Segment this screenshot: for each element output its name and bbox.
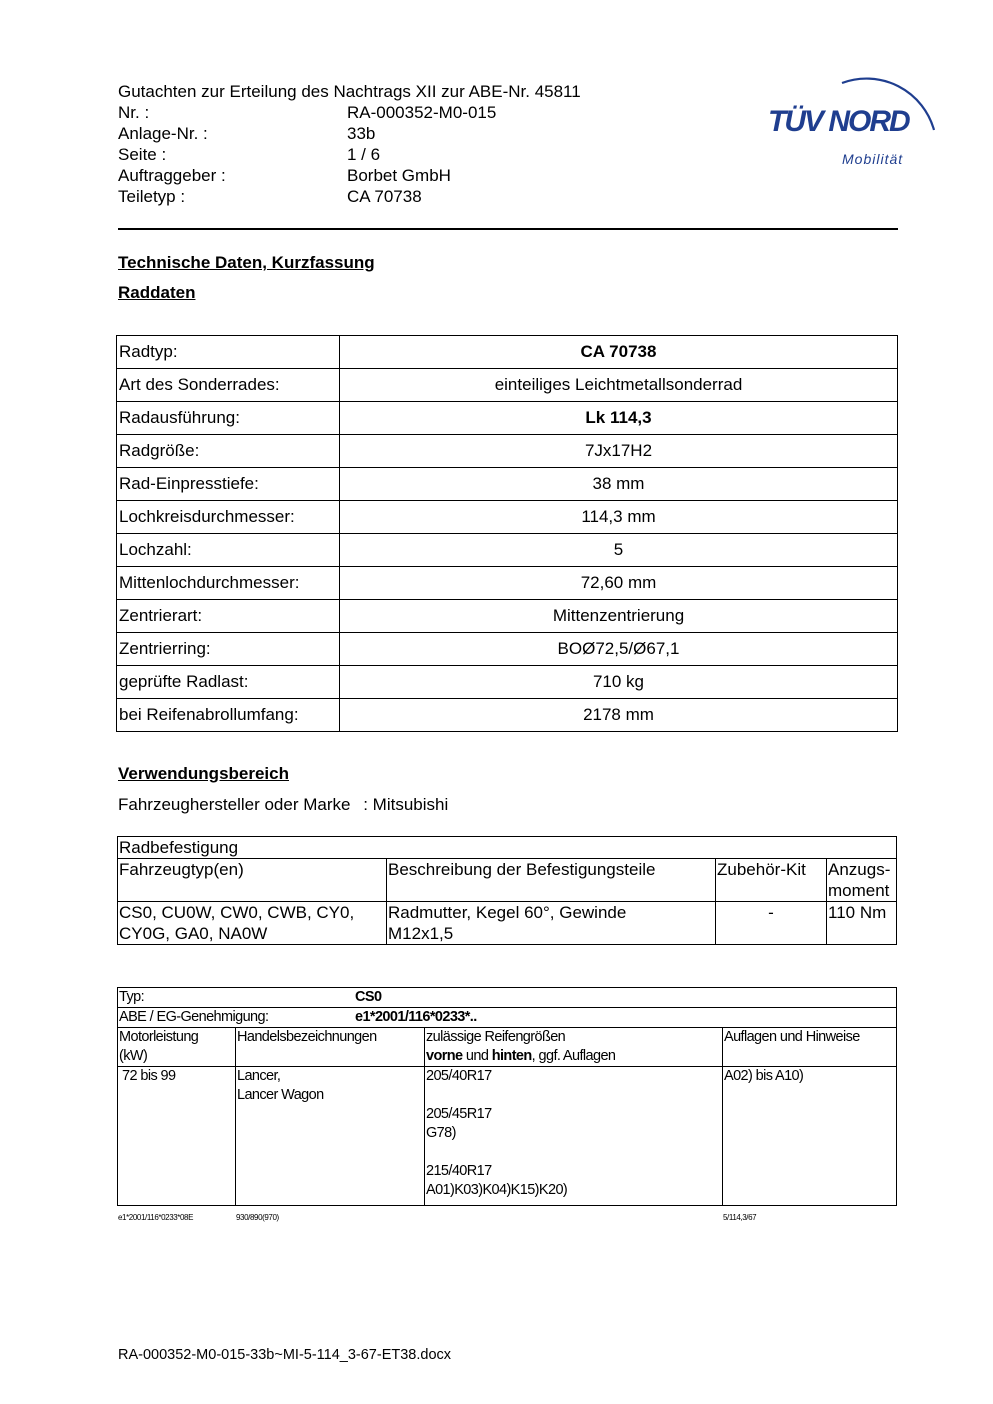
cell-line: A01)K03)K04)K15)K20)	[426, 1182, 568, 1198]
column-header: Zubehör-Kit	[716, 859, 827, 902]
cell-line: 205/45R17	[426, 1106, 492, 1122]
header-label: Nr. :	[118, 103, 150, 122]
column-header-names: Handelsbezeichnungen	[236, 1028, 425, 1067]
logo-subtitle: Mobilität	[842, 151, 904, 167]
column-header-power	[118, 1028, 236, 1067]
header-divider	[118, 228, 898, 230]
row-value: CA 70738	[340, 336, 898, 369]
table-row	[117, 600, 898, 633]
row-label: bei Reifenabrollumfang:	[117, 699, 340, 732]
cell-line: CS0, CU0W, CW0, CWB, CY0,	[119, 903, 355, 922]
header-label: Auftraggeber :	[118, 166, 226, 185]
header-line: Motorleistung	[119, 1029, 199, 1045]
row-value: 7Jx17H2	[340, 435, 898, 468]
header-line: (kW)	[119, 1048, 148, 1064]
row-label: Radtyp:	[117, 336, 340, 369]
header-text: und	[462, 1048, 492, 1064]
table-row	[117, 699, 898, 732]
cell-line	[426, 1143, 721, 1162]
footnote-bolt: 5/114,3/67	[723, 1213, 757, 1222]
typ-row	[118, 988, 897, 1008]
table-row	[117, 435, 898, 468]
row-label: geprüfte Radlast:	[117, 666, 340, 699]
header-value: RA-000352-M0-015	[347, 103, 497, 122]
header-value: 1 / 6	[347, 145, 381, 164]
typ-label: Typ:	[119, 989, 144, 1005]
names-cell	[236, 1067, 425, 1206]
row-value: 114,3 mm	[340, 501, 898, 534]
tuev-nord-logo	[760, 55, 945, 175]
row-value: Mittenzentrierung	[340, 600, 898, 633]
cell-line: G78)	[426, 1125, 456, 1141]
footer-filename: RA-000352-M0-015-33b~MI-5-114_3-67-ET38.docx	[118, 1347, 452, 1363]
header-value: 33b	[347, 124, 376, 143]
table-row	[117, 369, 898, 402]
table-row	[118, 1008, 897, 1028]
header-label: Anlage-Nr. :	[118, 124, 208, 143]
typ-table	[117, 987, 897, 1206]
row-label: Art des Sonderrades:	[117, 369, 340, 402]
header-bold: vorne	[426, 1048, 463, 1064]
row-label: Rad-Einpresstiefe:	[117, 468, 340, 501]
row-label: Lochzahl:	[117, 534, 340, 567]
notes-cell: A02) bis A10)	[723, 1067, 897, 1206]
row-label: Zentrierring:	[117, 633, 340, 666]
table-title: Radbefestigung	[118, 837, 897, 859]
cell-line: 205/40R17	[426, 1068, 492, 1084]
row-value: 72,60 mm	[340, 567, 898, 600]
manufacturer-colon: :	[363, 795, 368, 814]
column-header: Fahrzeugtyp(en)	[118, 859, 387, 902]
row-value: 38 mm	[340, 468, 898, 501]
column-header	[827, 859, 897, 902]
table-row	[118, 988, 897, 1008]
cell-line: 215/40R17	[426, 1163, 492, 1179]
header-bold: hinten	[491, 1048, 532, 1064]
header-value: Borbet GmbH	[347, 166, 451, 185]
power-cell: 72 bis 99	[118, 1067, 236, 1206]
row-value: einteiliges Leichtmetallsonderrad	[340, 369, 898, 402]
header-line: zulässige Reifengrößen	[426, 1029, 566, 1045]
row-value: 5	[340, 534, 898, 567]
row-label: Zentrierart:	[117, 600, 340, 633]
cell-line: M12x1,5	[388, 924, 454, 943]
column-header-notes: Auflagen und Hinweise	[723, 1028, 897, 1067]
table-row	[118, 1067, 897, 1206]
table-row	[117, 402, 898, 435]
abe-label: ABE / EG-Genehmigung:	[119, 1009, 269, 1025]
header-line: Anzugs-	[828, 860, 891, 879]
cell-line: Radmutter, Kegel 60°, Gewinde	[388, 903, 627, 922]
footnote-approval: e1*2001/116*0233*08E	[118, 1213, 194, 1222]
manufacturer-label: Fahrzeughersteller oder Marke	[118, 795, 351, 814]
table-row	[117, 336, 898, 369]
heading-raddaten: Raddaten	[118, 283, 196, 302]
row-label: Radgröße:	[117, 435, 340, 468]
row-value: BOØ72,5/Ø67,1	[340, 633, 898, 666]
cell-line: Lancer Wagon	[237, 1087, 324, 1103]
table-row	[117, 666, 898, 699]
row-label: Radausführung:	[117, 402, 340, 435]
table-row	[117, 468, 898, 501]
header-value: CA 70738	[347, 187, 422, 206]
table-row	[118, 837, 897, 859]
row-value: 2178 mm	[340, 699, 898, 732]
document-title: Gutachten zur Erteilung des Nachtrags XII zur ABE-Nr. 45811	[118, 82, 581, 101]
vehicle-manufacturer	[118, 795, 448, 815]
raddaten-table	[116, 335, 898, 732]
column-header: Beschreibung der Befestigungsteile	[387, 859, 716, 902]
vehicle-types-cell	[118, 902, 387, 945]
table-row	[117, 501, 898, 534]
kit-cell: -	[716, 902, 827, 945]
footnote-load: 930/890(970)	[236, 1213, 279, 1222]
table-header-row	[118, 859, 897, 902]
abe-value: e1*2001/116*0233*..	[355, 1009, 477, 1025]
table-header-row	[118, 1028, 897, 1067]
header-text: , ggf. Auflagen	[531, 1048, 616, 1064]
cell-line: Lancer,	[237, 1068, 281, 1084]
table-row	[117, 534, 898, 567]
tires-cell	[425, 1067, 723, 1206]
typ-value: CS0	[355, 989, 382, 1005]
row-label: Mittenlochdurchmesser:	[117, 567, 340, 600]
radbefestigung-table	[117, 836, 897, 945]
cell-line	[426, 1086, 721, 1105]
logo-text: TÜV NORD	[768, 105, 909, 138]
header-label: Seite :	[118, 145, 167, 164]
cell-line: CY0G, GA0, NA0W	[119, 924, 268, 943]
header-line: moment	[828, 881, 890, 900]
abe-row	[118, 1008, 897, 1028]
description-cell	[387, 902, 716, 945]
manufacturer-value: Mitsubishi	[372, 795, 449, 814]
heading-verwendungsbereich: Verwendungsbereich	[118, 764, 289, 783]
table-row	[117, 633, 898, 666]
header-line	[426, 1047, 721, 1066]
column-header-tires	[425, 1028, 723, 1067]
torque-cell: 110 Nm	[827, 902, 897, 945]
heading-technische-daten: Technische Daten, Kurzfassung	[118, 253, 375, 272]
table-row	[117, 567, 898, 600]
row-label: Lochkreisdurchmesser:	[117, 501, 340, 534]
row-value: Lk 114,3	[340, 402, 898, 435]
header-label: Teiletyp :	[118, 187, 186, 206]
row-value: 710 kg	[340, 666, 898, 699]
table-row	[118, 902, 897, 945]
